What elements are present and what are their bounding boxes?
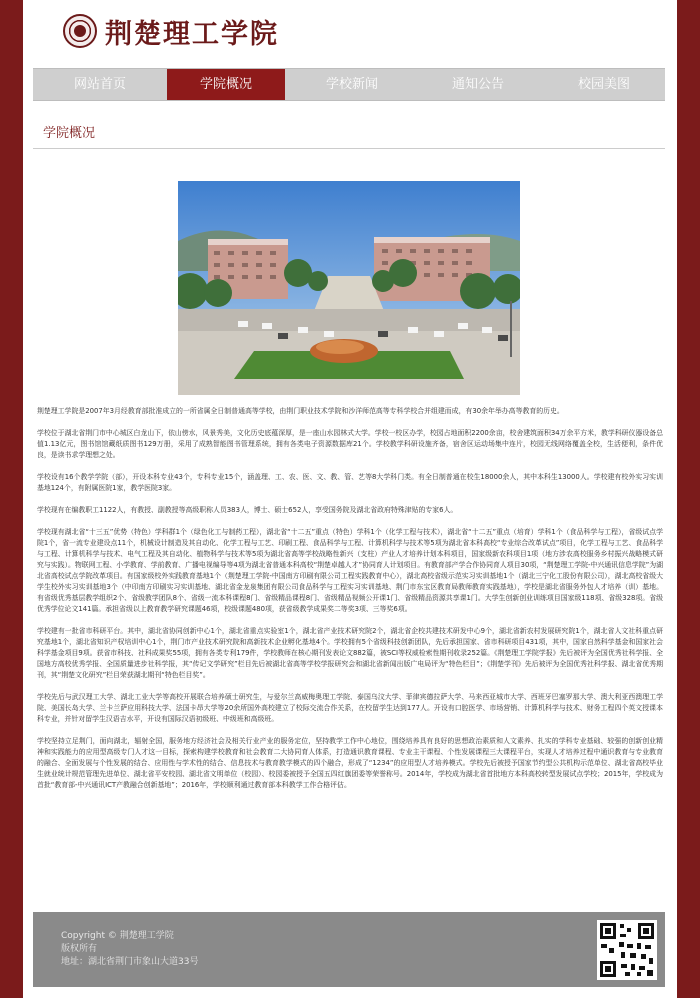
article-body (37, 406, 663, 802)
footer-address: 地址：湖北省荆门市象山大道33号 (61, 957, 199, 967)
footer (33, 912, 665, 987)
site-logo[interactable] (63, 10, 279, 52)
article-paragraph: 学校建有一批省市科研平台。其中，湖北省协同创新中心1个，湖北省重点实验室1个，湖北省产业技术研究院2个，湖北省企校共建技术研发中心9个，湖北省新农村发展研究院1个，湖北省人文社科重点研究基地1个，湖北省知识产权培训中心1个，荆门市产业技术研究院和高新技术企业孵化基地4个。学校拥有5个省级科技创新团队，先后承担国家、省市科研项目431项，其中，国家自然科学基金和国家社会科学基金项目9项。获省市科技、社科成果奖55项，拥有各类专利179件，学校教师在核心期刊发表论文882篇，被SCI等权威检索性期刊收录252篇。《荆楚理工学院学报》先后被评为全国优秀社科学报、全国地方高校优秀学报、全国质量进步社科学报，其“传记文学研究”栏目先后被湖北省高等学校学报研究会和湖北省新闻出版广电局评为“特色栏目”；《荆楚学刊》先后被评为全国优秀社科学报、湖北省优秀期刊，其“荆楚文化研究”栏目荣获湖北期刊“特色栏目奖”。 (37, 627, 663, 679)
article-paragraph: 学校坚持立足荆门，面向湖北，辐射全国，服务地方经济社会及相关行业产业的服务定位，坚持教学工作中心地位，围绕培养具有良好的思想政治素质和人文素养、扎实的学科专业基础、较强的创新创业精神和实践能力的应用型高级专门人才这一目标，探索构建学校教育和社会教育二大协同育人体系，打造通识教育课程、专业主干课程、个性发展课程三大课程平台，实现人才培养过程中通识教育与专业教育的融合、全面发展与个性发展的结合、应用性与学术性的结合、信息技术与教育教学模式的四个融合，形成了“1234”的应用型人才培养模式。学校先后被授予国家节约型公共机构示范单位、湖北省高校毕业生就业统计规范管理先进单位、湖北省平安校园、湖北省文明单位（校园）、校园委被授予全国五四红旗团委等荣誉称号。2014年，学校成为湖北省首批地方本科高校转型发展试点学校；2015年，学校成为首批“教育部-中兴通讯ICT产教融合创新基地”；2016年，学校顺利通过教育部本科教学工作合格评估。 (37, 737, 663, 789)
nav-item-gallery[interactable]: 校园美图 (577, 77, 630, 92)
page-container (23, 0, 677, 998)
nav-item-news[interactable]: 学校新闻 (325, 77, 378, 92)
nav-item-about[interactable]: 学院概况 (167, 69, 285, 100)
main-nav (33, 68, 665, 101)
campus-photo (178, 181, 520, 395)
article-paragraph: 学校设有16个教学学院（部），开设本科专业43个，专科专业15个，涵盖理、工、农、医、文、教、管、艺等8大学科门类。有全日制普通在校生18000余人，其中本科生13000人。学校建有校外实习实训基地124个，有附属医院1家，教学医院3家。 (37, 473, 663, 492)
title-divider (33, 148, 665, 149)
logo-text: 荆楚理工学院 (105, 18, 279, 50)
school-seal-icon (63, 14, 97, 48)
footer-copyright: Copyright © 荆楚理工学院 (61, 931, 174, 941)
article-paragraph: 学校位于湖北省荆门市中心城区白龙山下，依山傍水，风景秀美，文化历史底蕴深厚，是一座山水园林式大学。学校一校区办学，校园占地面积2200余亩，校舍建筑面积34万余平方米，教学科研仪器设备总值1.13亿元，图书馆馆藏纸质图书129万册，采用了成熟智能图书管理系统，拥有各类电子资源数据库21个。学校教学科研设施齐备，宿舍区运动场集中连片，校园无线网络覆盖全校，生活便利，条件优良，是读书求学理想之处。 (37, 429, 663, 459)
article-paragraph: 学校现有湖北省“十三五”优势（特色）学科群1个（绿色化工与制药工程），湖北省“十二五”重点（特色）学科1个（化学工程与技术），湖北省“十二五”重点（培育）学科1个（食品科学与工程），省级试点学院1个，省一流专业建设点11个，机械设计制造及其自动化、化学工程与工艺、印刷工程、食品科学与工程、计算机科学与技术等5项为湖北省本科高校“专业综合改革试点”项目，化学工程与工艺、食品科学与工程、计算机科学与技术、电气工程及其自动化、植物科学与技术等5项为湖北省高等学校战略性新兴（支柱）产业人才培养计划本科项目，国家级新农科项目1项（地方涉农高校服务乡村振兴战略模式研究与实践）。物联网工程、小学教育、学前教育、广播电视编导等4项为湖北省普通本科高校“荆楚卓越人才”协同育人计划项目。有教育部产学合作协同育人项目30项，“荆楚理工学院-中兴通讯信息学院”为湖北省高校试点学院改革项目。有国家级校外实践教育基地1个（荆楚理工学院-中国南方印刷有限公司工程实践教育中心），湖北高校省级示范实习实训基地1个（湖北三宁化工股份有限公司），湖北高校省级大学生校外实习实训基地3个（中印南方印刷实习实训基地、湖北省金龙泉集团有限公司食品科学与工程实习实训基地、荆门市东宝区教育局教师教育实践基地），学校是湖北省服务外包人才培养（训）基地。有省级优秀基层教学组织2个、省级教学团队8个、省级一流本科课程8门、省级精品课程8门、省级精品视频公开课1门、省级精品资源共享课1门。大学生创新创业训练项目国家级118项、省级328项。省级优秀学位论文141篇。承担省级以上教育教学研究课题46项，校级课题480项，获省级教学成果奖二等奖3项、三等奖6项。 (37, 528, 663, 613)
footer-rights: 版权所有 (61, 944, 98, 954)
nav-item-notices[interactable]: 通知公告 (451, 77, 504, 92)
page-title: 学院概况 (43, 126, 96, 141)
nav-item-home[interactable]: 网站首页 (73, 77, 126, 92)
article-paragraph: 荆楚理工学院是2007年3月经教育部批准成立的一所省属全日制普通高等学校，由荆门职业技术学院和沙洋师范高等专科学校合并组建而成，有30余年举办高等教育的历史。 (37, 407, 564, 415)
qr-code-icon (597, 920, 657, 980)
article-paragraph: 学校先后与武汉理工大学、湖北工业大学等高校开展联合培养硕士研究生，与爱尔兰高威梅奥理工学院、泰国乌汶大学、菲律宾德拉萨大学、马来西亚城市大学、西班牙巴塞罗那大学、澳大利亚西澳理工学院、美国长岛大学、兰卡兰萨应用科技大学、法国卡昂大学等20余所国外高校建立了校际交流合作关系，在校留学生达到177人。开设有口腔医学、市场营销、计算机科学与技术、财务工程四个英文授课本科专业，并针对留学生汉语吉水平，开设有国际汉语初级班、中级班和高级班。 (37, 693, 663, 723)
article-paragraph: 学校现有在编教职工1122人，有教授、副教授等高级职称人员383人，博士、硕士652人，享受国务院及湖北省政府特殊津贴的专家6人。 (37, 506, 458, 514)
footer-info (61, 930, 198, 969)
